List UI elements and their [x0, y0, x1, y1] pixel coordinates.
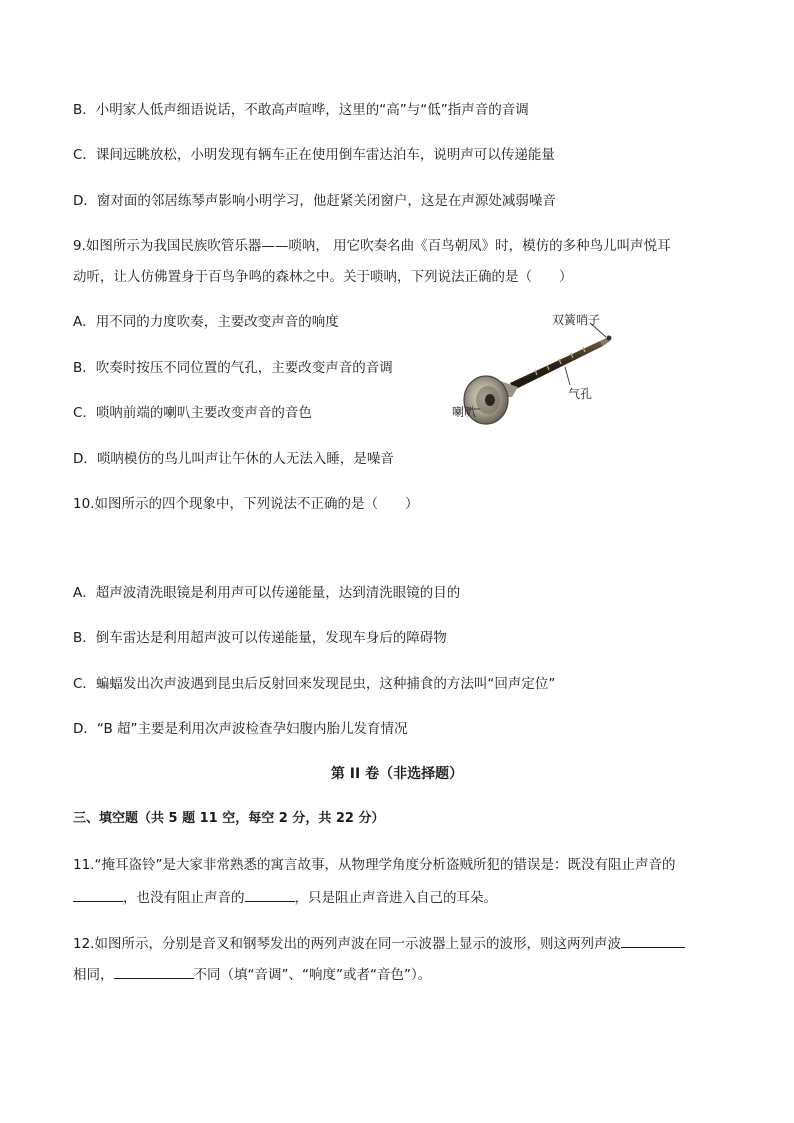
q12-line1 — [73, 933, 685, 953]
q10-stem: 10.如图所示的四个现象中，下列说法不正确的是（ ） — [73, 496, 419, 512]
q10-option-c: C．蝙蝠发出次声波遇到昆虫后反射回来发现昆虫，这种捕食的方法叫“回声定位” — [73, 676, 556, 692]
q11-text-b: ，只是阻止声音进入自己的耳朵。 — [294, 890, 497, 906]
q12-text-b: 不同（填“音调”、“响度”或者“音色”）。 — [193, 967, 432, 983]
q8-option-c: C．课间远眺放松，小明发现有辆车正在使用倒车雷达泊车，说明声可以传递能量 — [73, 147, 555, 163]
suona-body — [510, 341, 603, 390]
q11-blank-2[interactable] — [245, 887, 295, 902]
q9-stem-line2: 动听，让人仿佛置身于百鸟争鸣的森林之中。关于唢呐，下列说法正确的是（ ） — [73, 269, 573, 285]
q11-line2 — [73, 887, 497, 907]
q9-stem-line1: 9.如图所示为我国民族吹管乐器——唢呐， 用它吹奏名曲《百鸟朝凤》时，模仿的多种鸟儿叫声悦耳 — [73, 238, 671, 254]
q11-blank-1[interactable] — [73, 887, 123, 902]
q11-line1: 11.“掩耳盗铃”是大家非常熟悉的寓言故事，从物理学角度分析盗贼所犯的错误是：既没有阻止声音的 — [73, 857, 676, 873]
q11-text-a: ，也没有阻止声音的 — [123, 890, 245, 906]
q9-option-a: A．用不同的力度吹奏，主要改变声音的响度 — [73, 314, 339, 330]
q8-option-d: D．窗对面的邻居练琴声影响小明学习，他赶紧关闭窗户，这是在声源处减弱噪音 — [73, 193, 556, 209]
part-two-title: 第 II 卷（非选择题） — [330, 766, 464, 782]
q12-text: 12.如图所示，分别是音叉和钢琴发出的两列声波在同一示波器上显示的波形，则这两列声波 — [73, 936, 621, 952]
q12-line2 — [73, 964, 431, 984]
q9-option-c: C．唢呐前端的喇叭主要改变声音的音色 — [73, 405, 312, 421]
label-double-reed: 双簧哨子 — [552, 313, 601, 327]
q12-text-a: 相同， — [73, 967, 114, 983]
q8-option-b: B．小明家人低声细语说话，不敢高声喧哗，这里的“高”与“低”指声音的音调 — [73, 102, 529, 118]
q12-blank-2[interactable] — [114, 964, 194, 979]
q10-option-b: B．倒车雷达是利用超声波可以传递能量，发现车身后的障碍物 — [73, 630, 447, 646]
label-horn: 喇叭 — [452, 405, 477, 419]
q9-option-b: B．吹奏时按压不同位置的气孔，主要改变声音的音调 — [73, 360, 393, 376]
label-finger-hole: 气孔 — [568, 387, 593, 401]
q10-option-d: D．“B 超”主要是利用次声波检查孕妇腹内胎儿发育情况 — [73, 721, 408, 737]
q10-option-a: A．超声波清洗眼镜是利用声可以传递能量，达到清洗眼镜的目的 — [73, 585, 461, 601]
q12-blank-1[interactable] — [621, 933, 685, 948]
section-three-heading: 三、填空题（共 5 题 11 空，每空 2 分，共 22 分） — [73, 811, 385, 826]
suona-figure — [440, 305, 620, 425]
q9-option-d: D．唢呐模仿的鸟儿叫声让午休的人无法入睡，是噪音 — [73, 451, 394, 467]
